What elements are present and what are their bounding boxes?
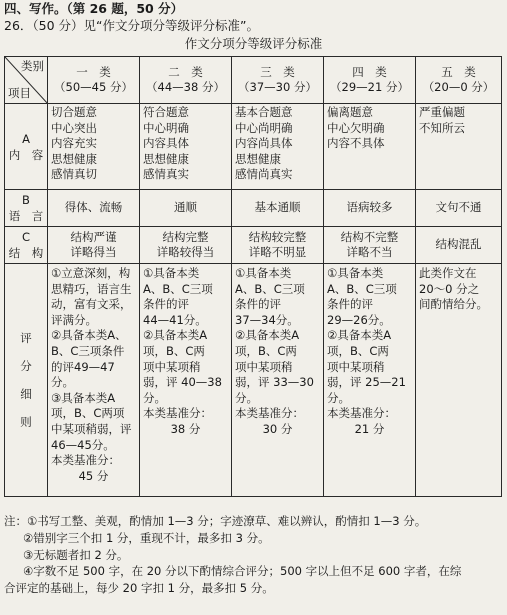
base-score-value: 21 分 [354, 421, 385, 436]
base-score-value: 45 分 [78, 468, 109, 483]
detail-line: 弱，评 40—38 [143, 375, 222, 390]
detail-line: A、B、C三项 [235, 281, 305, 296]
detail-line: 中某项稍弱，评 [51, 421, 132, 436]
criterion: 中心尚明确 [235, 120, 293, 135]
row-label-details [5, 264, 48, 497]
note-line: ④字数不足 500 字，在 20 分以下酌情综合评分；500 字以上但不足 600 字者，在综 [23, 564, 462, 579]
row-label-letter: C [21, 230, 31, 244]
criterion: 中心突出 [51, 120, 97, 135]
detail-line: 46—45分。 [51, 437, 115, 452]
detail-line: A、B、C三项 [327, 281, 397, 296]
detail-line: 分。 [235, 390, 258, 405]
detail-line: 的评49—47分。 [51, 359, 115, 390]
class-name: 三 类 [260, 64, 295, 79]
note-line: 合评定的基础上，每少 20 字扣 1 分，最多扣 5 分。 [4, 581, 274, 596]
row-label-text: 内 容 [8, 147, 44, 162]
class-name: 二 类 [168, 64, 203, 79]
notes-block [4, 513, 501, 597]
detail-line: 分。 [327, 390, 350, 405]
row-label-letter: A [22, 131, 30, 146]
criterion: 感情真实 [143, 167, 189, 181]
details-cell-1 [48, 264, 140, 497]
row-label-content [5, 104, 48, 190]
content-cell-4 [324, 104, 416, 190]
detail-line: ②具备本类A、 [51, 328, 127, 343]
base-score-label: 本类基准分： [235, 406, 304, 421]
criterion: 感情真切 [51, 167, 97, 181]
note-line: 注：①书写工整、美观，酌情加 1—3 分；字迹潦草、难以辨认，酌情扣 1—3 分。 [4, 514, 427, 528]
class-header-5 [416, 57, 502, 104]
detail-line: ②具备本类A [327, 328, 392, 343]
row-label-structure [5, 227, 48, 264]
criterion: 详略较得当 [156, 245, 215, 259]
base-score-value: 38 分 [170, 421, 201, 436]
structure-row [5, 227, 502, 264]
structure-cell-5 [416, 227, 502, 264]
structure-cell-1 [48, 227, 140, 264]
detail-line: 动，富有文采， [51, 297, 132, 312]
detail-line: 条件的评 [327, 297, 373, 312]
detail-line: 20～0 分之 [419, 281, 480, 296]
class-name: 四 类 [352, 64, 387, 79]
content-row [5, 104, 502, 190]
class-header-1 [48, 57, 140, 104]
detail-line: ①具备本类 [327, 266, 384, 280]
class-range: （44—38 分） [146, 80, 225, 94]
corner-top-label: 类别 [21, 59, 44, 73]
class-header-2 [140, 57, 232, 104]
scoring-table [4, 56, 502, 497]
class-range: （50—45 分） [54, 80, 133, 94]
base-score-label: 本类基准分： [51, 453, 120, 468]
structure-cell-4 [324, 227, 416, 264]
details-cell-2 [140, 264, 232, 497]
language-cell-1: 得体、流畅 [48, 190, 140, 227]
row-label-char: 分 [20, 359, 32, 373]
criterion: 不知所云 [419, 120, 465, 135]
row-label-text: 语 言 [8, 209, 44, 223]
details-cell-3 [232, 264, 324, 497]
class-header-4 [324, 57, 416, 104]
content-cell-2 [140, 104, 232, 190]
criterion: 中心明确 [143, 120, 189, 135]
detail-line: 37—34分。 [235, 312, 299, 327]
details-cell-4 [324, 264, 416, 497]
row-label-char: 评 [20, 331, 32, 345]
class-name: 一 类 [76, 64, 111, 79]
class-range: （29—21 分） [330, 80, 409, 94]
language-row [5, 190, 502, 227]
content-cell-3 [232, 104, 324, 190]
detail-line: 项中某项稍 [235, 359, 293, 374]
table-title: 作文分项分等级评分标准 [184, 36, 323, 51]
detail-line: 分。 [143, 390, 166, 405]
detail-line: ③具备本类A [51, 390, 116, 405]
content-cell-5 [416, 104, 502, 190]
detail-line: 评满分。 [51, 312, 97, 327]
detail-line: 思精巧，语言生 [51, 281, 132, 296]
detail-line: 条件的评 [235, 297, 281, 312]
row-label-char: 细 [20, 387, 32, 401]
class-name: 五 类 [441, 64, 476, 79]
criterion: 切合题意 [51, 105, 97, 119]
criterion: 结构严谨 [70, 229, 117, 244]
row-label-char: 则 [20, 415, 32, 429]
detail-line: ①具备本类 [235, 266, 292, 280]
structure-cell-2 [140, 227, 232, 264]
class-range: （20—0 分） [422, 80, 495, 94]
detail-line: ②具备本类A [235, 328, 300, 343]
row-label-text: 结 构 [8, 246, 44, 260]
detail-line: 44—41分。 [143, 312, 207, 327]
note-line: ③无标题者扣 2 分。 [23, 547, 129, 562]
criterion: 内容不具体 [327, 136, 385, 150]
detail-line: 弱，评 25—21 [327, 375, 406, 390]
criterion: 严重偏题 [419, 105, 465, 119]
criterion: 详略不当 [346, 245, 393, 259]
criterion: 思想健康 [235, 151, 281, 166]
criterion: 思想健康 [143, 151, 189, 166]
criterion: 符合题意 [143, 105, 189, 119]
question-text: 26．（50 分）见“作文分项分等级评分标准”。 [4, 18, 259, 33]
corner-bottom-label: 项目 [8, 85, 31, 100]
details-row [5, 264, 502, 497]
criterion: 详略得当 [70, 245, 117, 259]
detail-line: A、B、C三项 [143, 281, 213, 296]
detail-line: 项，B、C两 [327, 343, 389, 358]
criterion: 结构混乱 [435, 237, 482, 252]
detail-line: 项，B、C两 [143, 343, 205, 358]
detail-line: 项，B、C两项 [51, 406, 125, 421]
row-label-letter: B [22, 193, 30, 207]
language-cell-3: 基本通顺 [232, 190, 324, 227]
base-score-label: 本类基准分： [327, 406, 396, 421]
criterion: 结构完整 [162, 229, 209, 244]
language-cell-4: 语病较多 [324, 190, 416, 227]
detail-line: B、C三项条件 [51, 343, 125, 358]
criterion: 详略不明显 [248, 245, 307, 259]
detail-line: 项中某项稍 [143, 359, 201, 374]
detail-line: ②具备本类A [143, 328, 208, 343]
section-heading: 四、写作。（第 26 题，50 分） [4, 1, 184, 16]
note-line: ②错别字三个扣 1 分，重现不计，最多扣 3 分。 [23, 530, 270, 545]
criterion: 内容充实 [51, 136, 97, 150]
structure-cell-3 [232, 227, 324, 264]
criterion: 内容尚具体 [235, 136, 293, 150]
base-score-label: 本类基准分： [143, 406, 212, 421]
criterion: 基本合题意 [235, 105, 293, 119]
corner-cell [5, 57, 48, 104]
details-cell-5 [416, 264, 502, 497]
criterion: 结构较完整 [248, 229, 307, 244]
class-range: （37—30 分） [238, 80, 317, 94]
detail-line: 项，B、C两 [235, 343, 297, 358]
row-label-language [5, 190, 48, 227]
header-row [5, 57, 502, 104]
criterion: 思想健康 [51, 151, 97, 166]
detail-line: 此类作文在 [419, 266, 477, 280]
detail-line: 29—26分。 [327, 312, 391, 327]
detail-line: 条件的评 [143, 297, 189, 312]
criterion: 内容具体 [143, 136, 189, 150]
language-cell-2: 通顺 [140, 190, 232, 227]
criterion: 偏离题意 [327, 105, 373, 119]
language-cell-5: 文句不通 [416, 190, 502, 227]
class-header-3 [232, 57, 324, 104]
detail-line: ①立意深刻，构 [51, 266, 131, 280]
detail-line: ①具备本类 [143, 266, 200, 280]
detail-line: 间酌情给分。 [419, 297, 488, 312]
base-score-value: 30 分 [262, 421, 293, 436]
criterion: 中心欠明确 [327, 120, 385, 135]
content-cell-1 [48, 104, 140, 190]
detail-line: 项中某项稍 [327, 359, 385, 374]
criterion: 结构不完整 [340, 229, 399, 244]
criterion: 感情尚真实 [235, 167, 293, 181]
detail-line: 弱，评 33—30 [235, 375, 314, 390]
